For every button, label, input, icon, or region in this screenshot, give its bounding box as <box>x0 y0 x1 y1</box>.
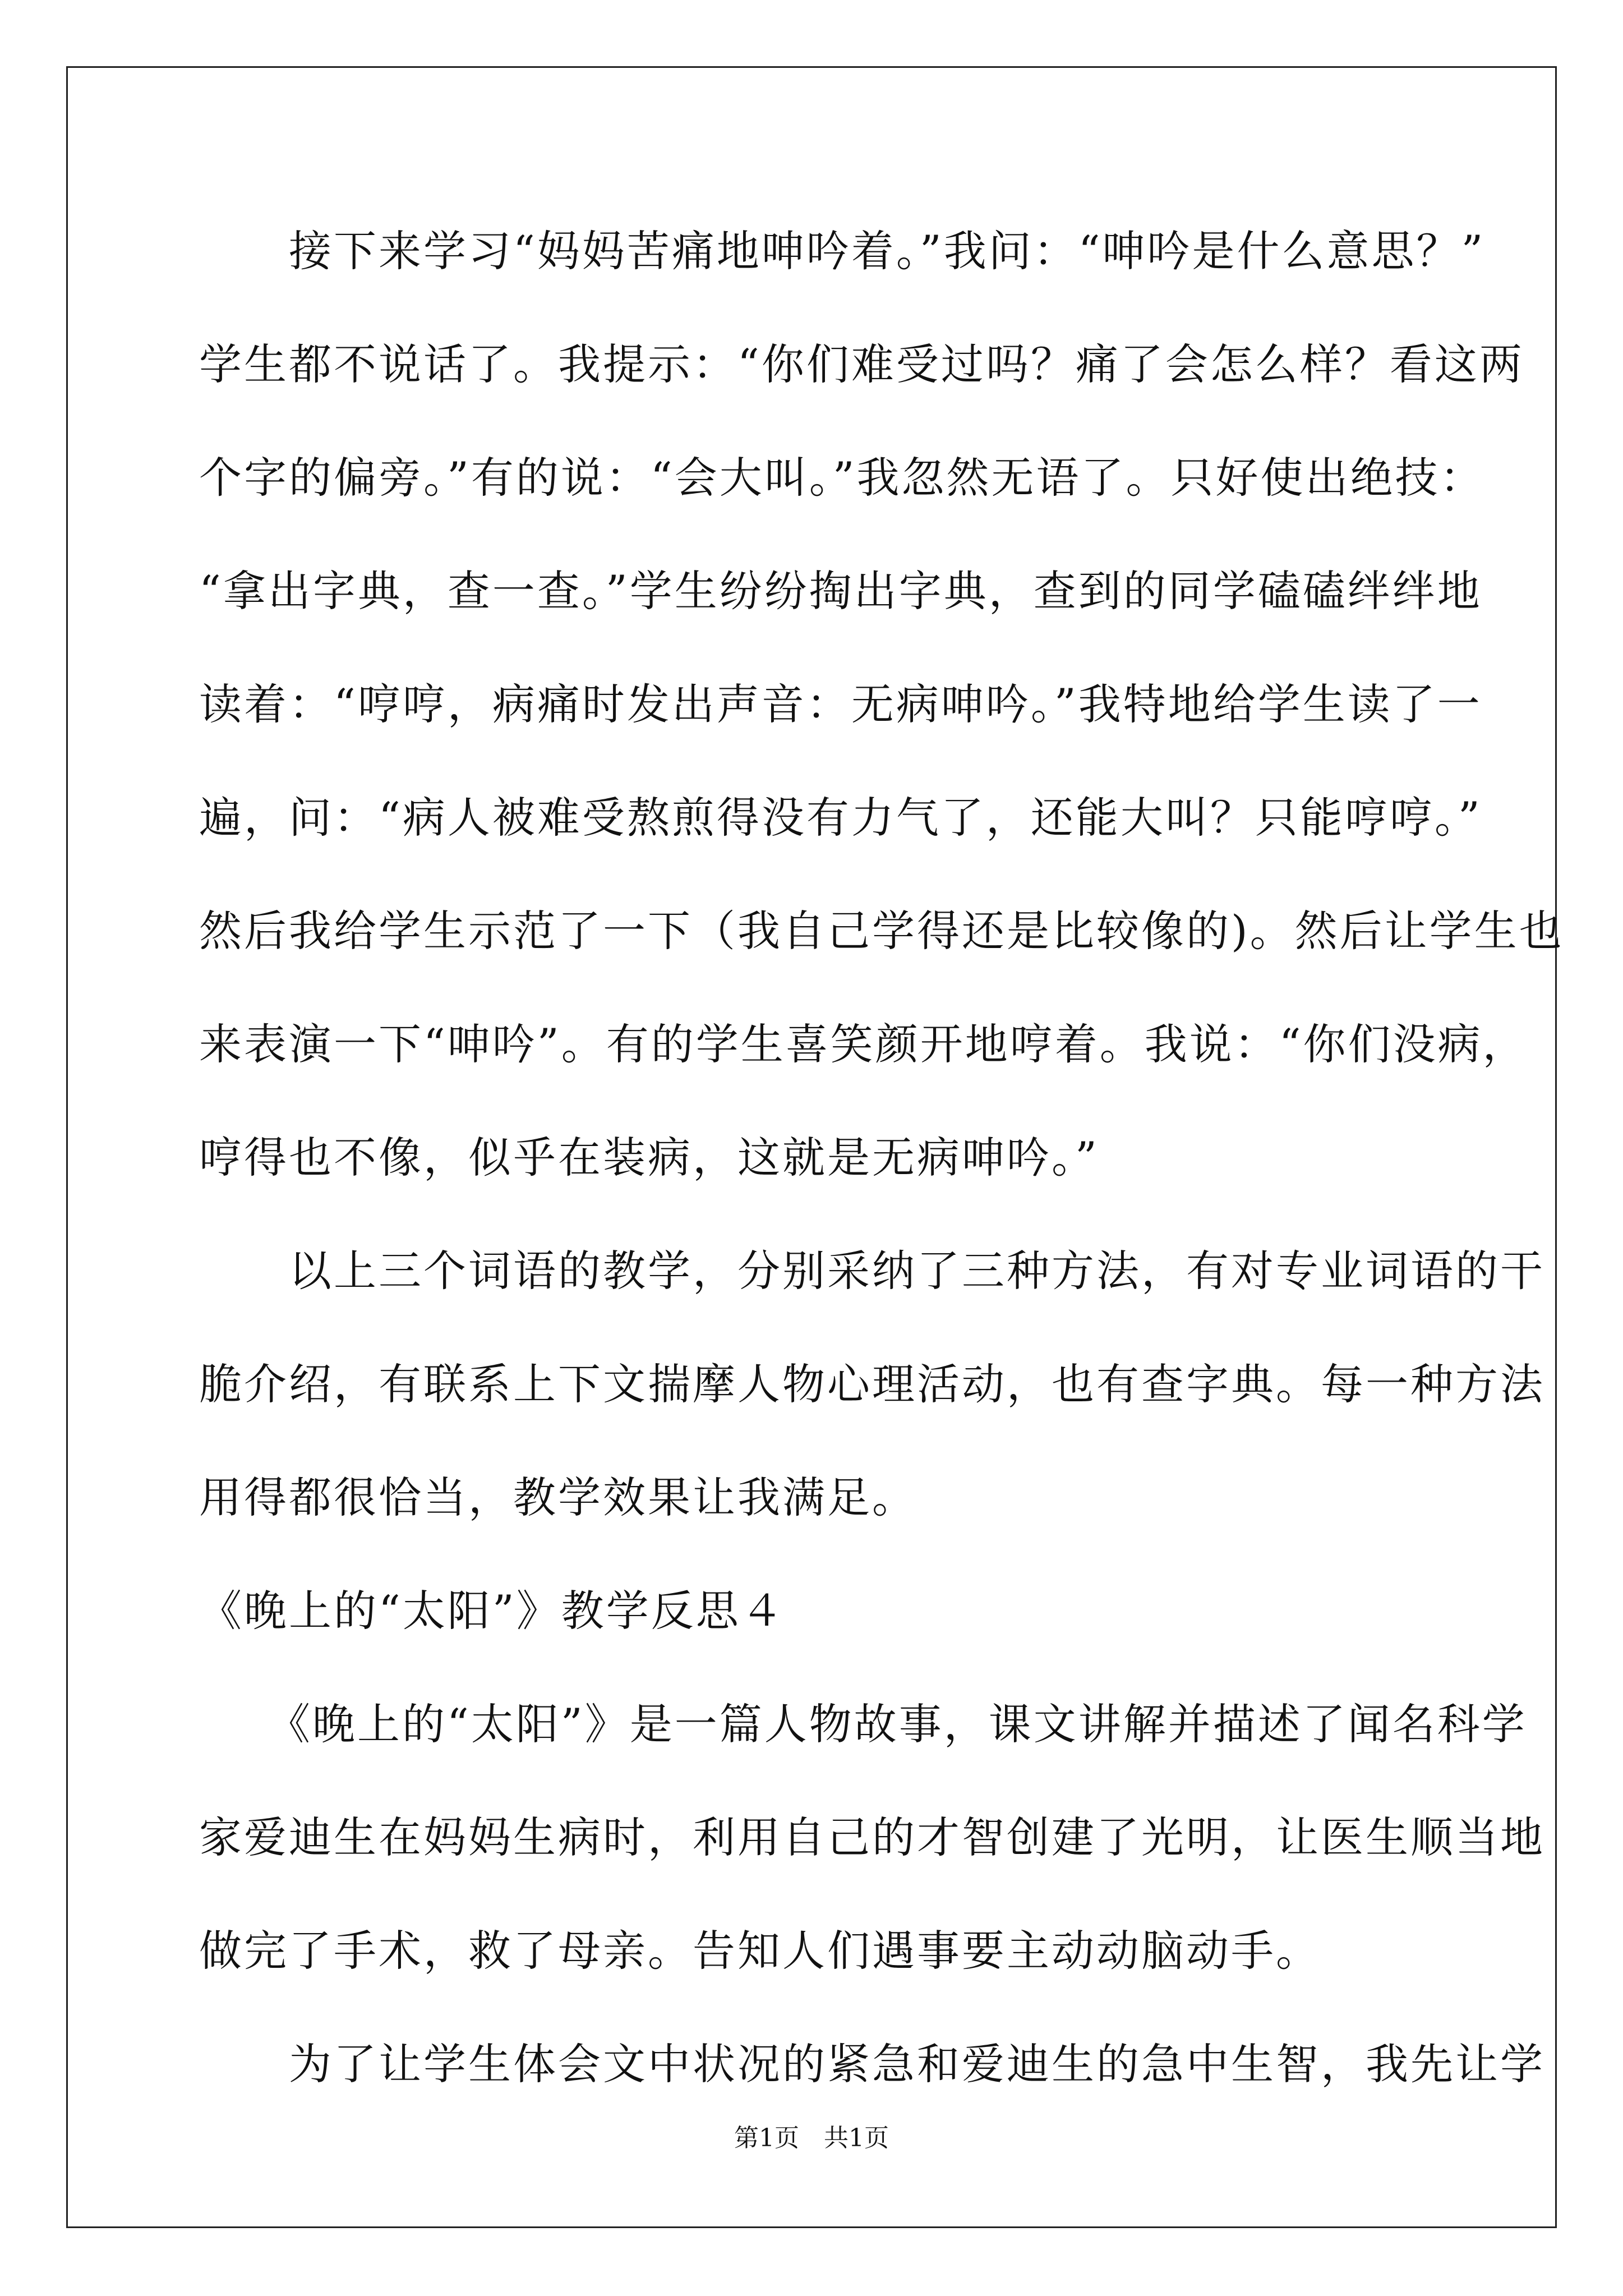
text-line: 读着：“哼哼，病痛时发出声音：无病呻吟。”我特地给学生读了一 <box>199 679 1482 729</box>
text-line: 《晚上的“太阳”》是一篇人物故事，课文讲解并描述了闻名科学 <box>199 1699 1527 1749</box>
text-line: 来表演一下“呻吟”。有的学生喜笑颜开地哼着。我说：“你们没病， <box>199 1019 1528 1069</box>
text-line: 接下来学习“妈妈苦痛地呻吟着。”我问：“呻吟是什么意思？” <box>199 226 1486 276</box>
text-line: 用得都很恰当，教学效果让我满足。 <box>199 1473 917 1522</box>
text-line: 遍，问：“病人被难受熬煎得没有力气了，还能大叫？只能哼哼。” <box>199 793 1482 843</box>
section-heading: 《晚上的“太阳”》教学反思４ <box>199 1586 786 1636</box>
text-line: 然后我给学生示范了一下（我自己学得还是比较像的)。然后让学生也 <box>199 906 1564 956</box>
text-line: 做完了手术，救了母亲。告知人们遇事要主动动脑动手。 <box>199 1926 1321 1976</box>
text-line: 为了让学生体会文中状况的紧急和爱迪生的急中生智，我先让学 <box>199 2039 1545 2089</box>
text-line: 个字的偏旁。”有的说：“会大叫。”我忽然无语了。只好使出绝技： <box>199 453 1485 503</box>
text-line: 哼得也不像，似乎在装病，这就是无病呻吟。” <box>199 1133 1099 1182</box>
text-line: 学生都不说话了。我提示：“你们难受过吗？痛了会怎么样？看这两 <box>199 339 1524 389</box>
text-line: “拿出字典，查一查。”学生纷纷掏出字典，查到的同学磕磕绊绊地 <box>199 566 1482 616</box>
text-line: 以上三个词语的教学，分别采纳了三种方法，有对专业词语的干 <box>199 1246 1545 1296</box>
text-line: 脆介绍，有联系上下文揣摩人物心理活动，也有查字典。每一种方法 <box>199 1359 1545 1409</box>
text-line: 家爱迪生在妈妈生病时，利用自己的才智创建了光明，让医生顺当地 <box>199 1812 1545 1862</box>
page-footer: 第1页 共1页 <box>734 2124 889 2152</box>
